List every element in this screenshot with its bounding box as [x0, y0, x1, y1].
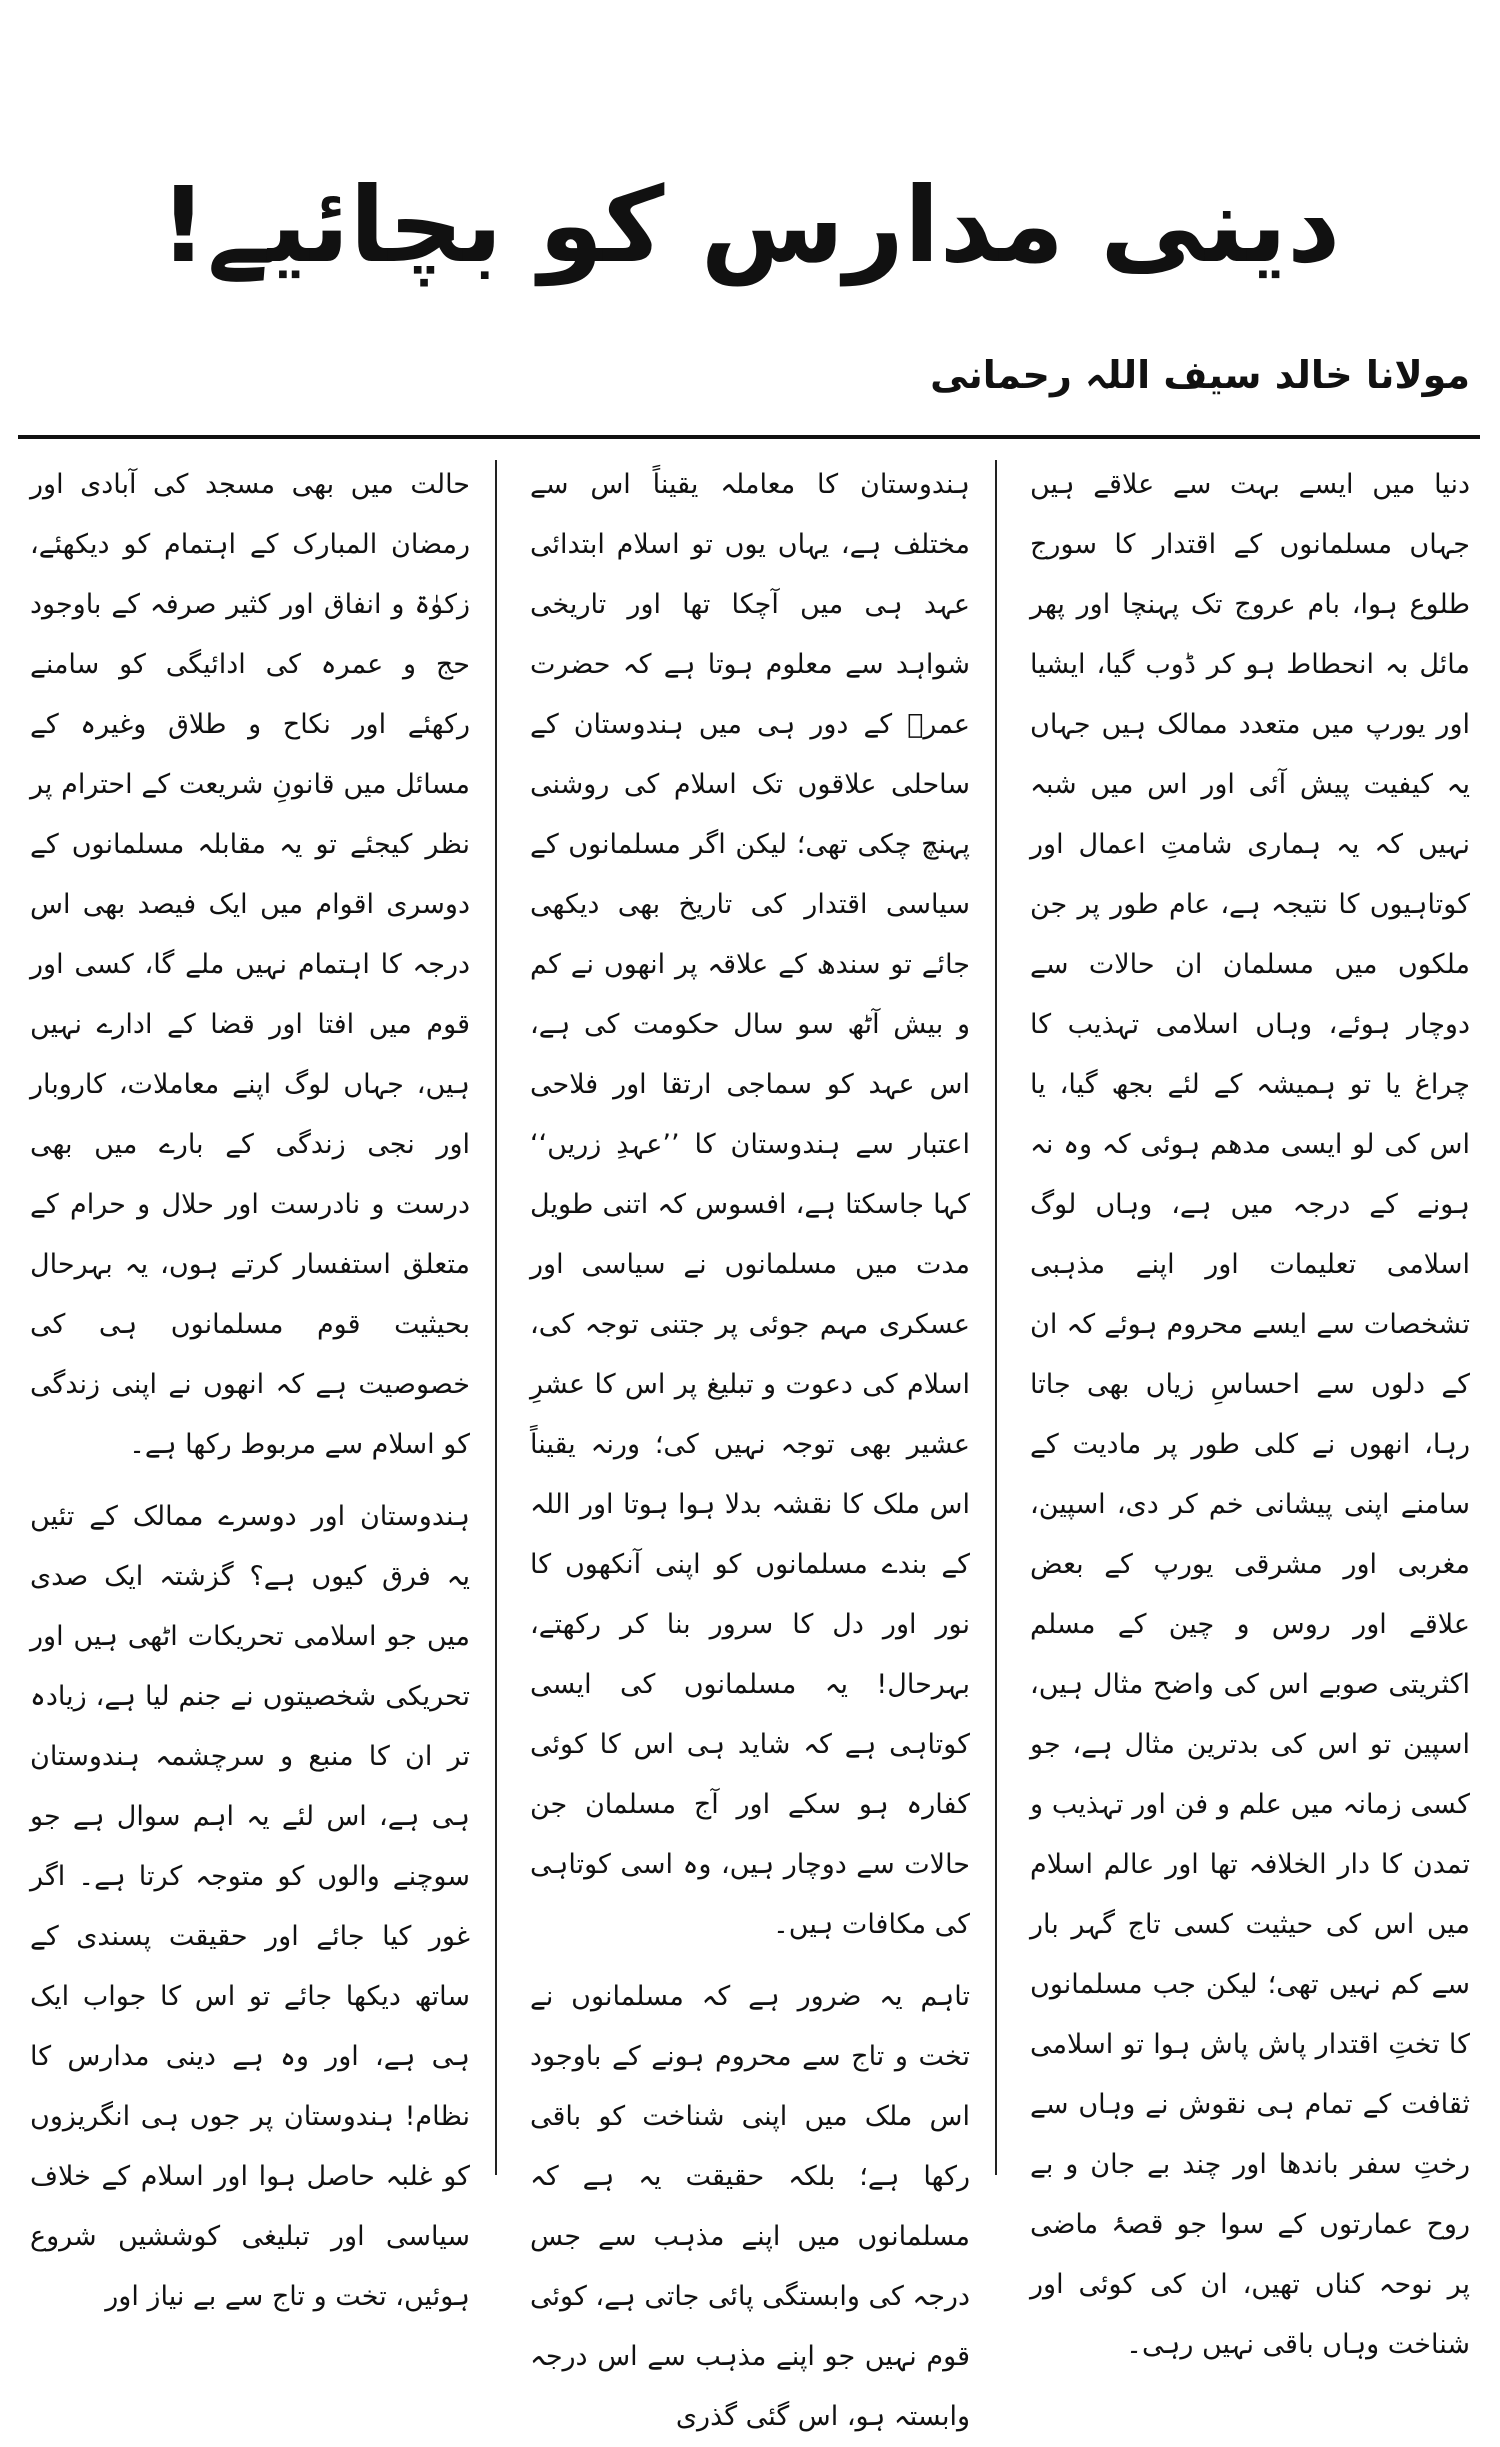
paragraph: حالت میں بھی مسجد کی آبادی اور رمضان المبارک کے اہتمام کو دیکھئے، زکوٰۃ و انفاق اور کثیر صرفہ کے باوجود حج و عمرہ کی ادائیگی کو سامنے رکھئے اور نکاح و طلاق وغیرہ کے مسائل میں قانونِ شریعت کے احترام پر نظر کیجئے تو یہ مقابلہ مسلمانوں کے دوسری اقوام میں ایک فیصد بھی اس درجہ کا اہتمام نہیں ملے گا، کسی اور قوم میں افتا اور قضا کے ادارے نہیں ہیں، جہاں لوگ اپنے معاملات، کاروبار اور نجی زندگی کے بارے میں بھی درست و نادرست اور حلال و حرام کے متعلق استفسار کرتے ہوں، یہ بہرحال بحیثیت قوم مسلمانوں ہی کی خصوصیت ہے کہ انھوں نے اپنی زندگی کو اسلام سے مربوط رکھا ہے۔ [30, 469, 470, 1460]
column-divider [995, 460, 997, 2175]
text-column-left [30, 455, 470, 2312]
paragraph: دنیا میں ایسے بہت سے علاقے ہیں جہاں مسلمانوں کے اقتدار کا سورج طلوع ہوا، بام عروج تک پہنچا اور پھر مائل بہ انحطاط ہو کر ڈوب گیا، ایشیا اور یورپ میں متعدد ممالک ہیں جہاں یہ کیفیت پیش آئی اور اس میں شبہ نہیں کہ یہ ہماری شامتِ اعمال اور کوتاہیوں کا نتیجہ ہے، عام طور پر جن ملکوں میں مسلمان ان حالات سے دوچار ہوئے، وہاں اسلامی تہذیب کا چراغ یا تو ہمیشہ کے لئے بجھ گیا، یا اس کی لو ایسی مدھم ہوئی کہ وہ نہ ہونے کے درجہ میں ہے، وہاں لوگ اسلامی تعلیمات اور اپنے مذہبی تشخصات سے ایسے محروم ہوئے کہ ان کے دلوں سے احساسِ زیاں بھی جاتا رہا، انھوں نے کلی طور پر مادیت کے سامنے اپنی پیشانی خم کر دی، اسپین، مغربی اور مشرقی یورپ کے بعض علاقے اور روس و چین کے مسلم اکثریتی صوبے اس کی واضح مثال ہیں، اسپین تو اس کی بدترین مثال ہے، جو کسی زمانہ میں علم و فن اور تہذیب و تمدن کا دار الخلافہ تھا اور عالم اسلام میں اس کی حیثیت کسی تاج گہر بار سے کم نہیں تھی؛ لیکن جب مسلمانوں کا تختِ اقتدار پاش پاش ہوا تو اسلامی ثقافت کے تمام ہی نقوش نے وہاں سے رختِ سفر باندھا اور چند بے جان و بے روح عمارتوں کے سوا جو قصۂ ماضی پر نوحہ کناں تھیں، ان کی کوئی اور شناخت وہاں باقی نہیں رہی۔ [1030, 469, 1470, 2360]
paragraph: ہندوستان کا معاملہ یقیناً اس سے مختلف ہے، یہاں یوں تو اسلام ابتدائی عہد ہی میں آچکا تھا اور تاریخی شواہد سے معلوم ہوتا ہے کہ حضرت عمرؓ کے دور ہی میں ہندوستان کے ساحلی علاقوں تک اسلام کی روشنی پہنچ چکی تھی؛ لیکن اگر مسلمانوں کے سیاسی اقتدار کی تاریخ بھی دیکھی جائے تو سندھ کے علاقہ پر انھوں نے کم و بیش آٹھ سو سال حکومت کی ہے، اس عہد کو سماجی ارتقا اور فلاحی اعتبار سے ہندوستان کا ’’عہدِ زریں‘‘ کہا جاسکتا ہے، افسوس کہ اتنی طویل مدت میں مسلمانوں نے سیاسی اور عسکری مہم جوئی پر جتنی توجہ کی، اسلام کی دعوت و تبلیغ پر اس کا عشرِ عشیر بھی توجہ نہیں کی؛ ورنہ یقیناً اس ملک کا نقشہ بدلا ہوا ہوتا اور اللہ کے بندے مسلمانوں کو اپنی آنکھوں کا نور اور دل کا سرور بنا کر رکھتے، بہرحال! یہ مسلمانوں کی ایسی کوتاہی ہے کہ شاید ہی اس کا کوئی کفارہ ہو سکے اور آج مسلمان جن حالات سے دوچار ہیں، وہ اسی کوتاہی کی مکافات ہیں۔ [530, 469, 970, 1940]
text-column-right [1030, 455, 1470, 2360]
article-title: دینی مدارس کو بچائیے! [159, 164, 1341, 286]
author-byline: مولانا خالد سیف اللہ رحمانی [930, 353, 1470, 397]
text-column-middle [529, 455, 970, 2432]
paragraph: ہندوستان اور دوسرے ممالک کے تئیں یہ فرق کیوں ہے؟ گزشتہ ایک صدی میں جو اسلامی تحریکات اٹھی ہیں اور تحریکی شخصیتوں نے جنم لیا ہے، زیادہ تر ان کا منبع و سرچشمہ ہندوستان ہی ہے، اس لئے یہ اہم سوال ہے جو سوچنے والوں کو متوجہ کرتا ہے۔ اگر غور کیا جائے اور حقیقت پسندی کے ساتھ دیکھا جائے تو اس کا جواب ایک ہی ہے، اور وہ ہے دینی مدارس کا نظام! ہندوستان پر جوں ہی انگریزوں کو غلبہ حاصل ہوا اور اسلام کے خلاف سیاسی اور تبلیغی کوششیں شروع ہوئیں، تخت و تاج سے بے نیاز اور [30, 1501, 470, 2312]
column-divider [495, 460, 497, 2175]
header-rule [18, 435, 1480, 439]
paragraph: تاہم یہ ضرور ہے کہ مسلمانوں نے تخت و تاج سے محروم ہونے کے باوجود اس ملک میں اپنی شناخت کو باقی رکھا ہے؛ بلکہ حقیقت یہ ہے کہ مسلمانوں میں اپنے مذہب سے جس درجہ کی وابستگی پائی جاتی ہے، کوئی قوم نہیں جو اپنے مذہب سے اس درجہ وابستہ ہو، اس گئی گذری [529, 1981, 970, 2432]
